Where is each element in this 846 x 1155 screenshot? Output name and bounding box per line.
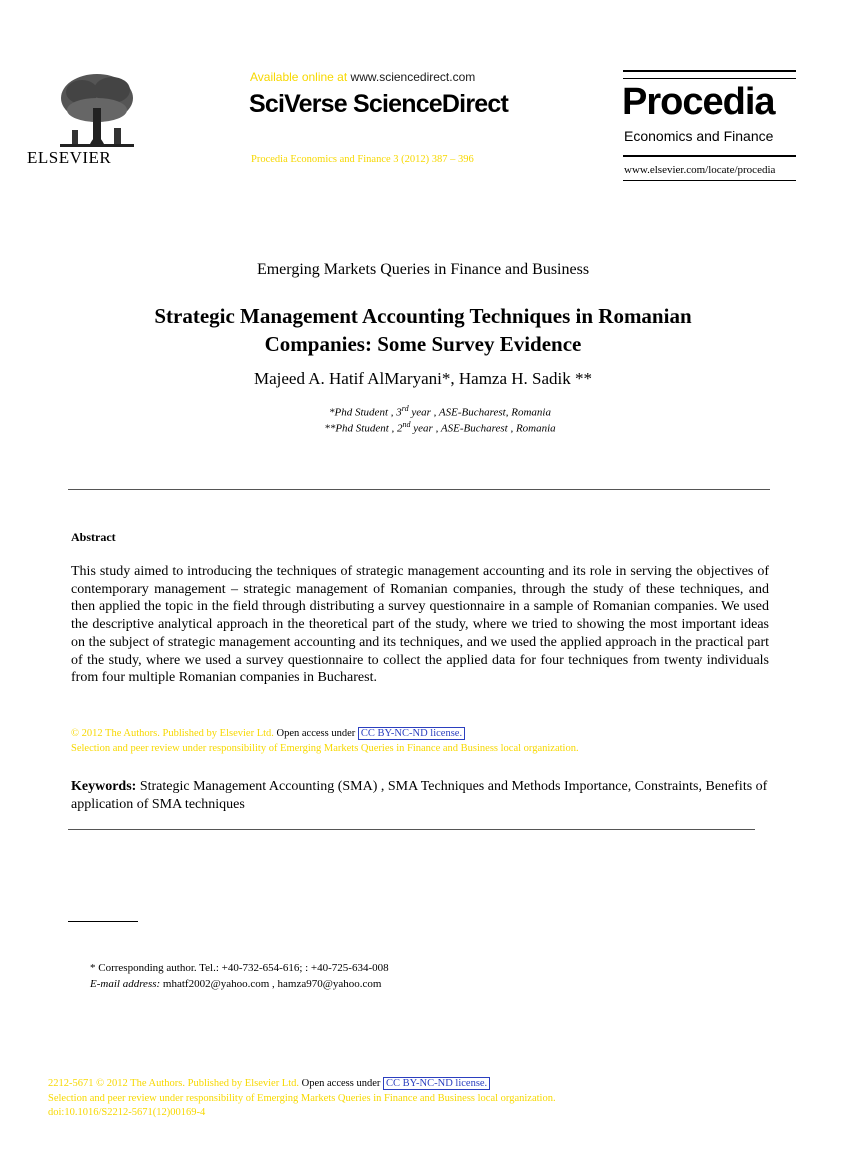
footnote-rule xyxy=(68,921,138,922)
procedia-bottom-rule xyxy=(623,180,796,181)
title-line-1: Strategic Management Accounting Techniques in Romanian xyxy=(154,304,692,328)
procedia-top-rule xyxy=(623,70,796,79)
corresponding-author: * Corresponding author. Tel.: +40-732-654-616; : +40-725-634-008 xyxy=(90,962,389,974)
procedia-subtitle: Economics and Finance xyxy=(624,128,774,144)
availability-line xyxy=(250,70,475,84)
authors: Majeed A. Hatif AlMaryani*, Hamza H. Sadik ** xyxy=(253,369,593,388)
keywords-text: Strategic Management Accounting (SMA) , SMA Techniques and Methods Importance, Constraints, Benefits of application of SMA techniques xyxy=(71,779,768,812)
keywords-label: Keywords: xyxy=(71,779,137,794)
issn-copyright: 2212-5671 © 2012 The Authors. Published by Elsevier Ltd. xyxy=(48,1078,300,1089)
abstract-heading: Abstract xyxy=(71,530,116,544)
affiliation-2: **Phd Student , 2nd year , ASE-Bucharest , Romania xyxy=(324,420,556,435)
peer-review-line: Selection and peer review under responsibility of Emerging Markets Queries in Finance and Business local organization. xyxy=(71,743,579,754)
copyright-line: © 2012 The Authors. Published by Elsevier Ltd. xyxy=(71,728,274,739)
title-line-2: Companies: Some Survey Evidence xyxy=(264,332,582,356)
abstract-text: This study aimed to introducing the techniques of strategic management accounting and its role in serving the objectives of contemporary management – strategic management of Romanian companies, through the study of these techniques, and then applied the topic in the field through distributing a survey questionnaire in a sample of Romanian companies. We used the descriptive analytical approach in the theoretical part of the study, where we tried to showing the most important ideas on the subject of strategic management accounting and its techniques, and we used the applied approach in the practical part of the study, where we used a survey questionnaire to collect the applied data for four techniques from twenty individuals from four multiple Romanian companies in Bucharest. xyxy=(71,564,769,686)
procedia-url[interactable]: www.elsevier.com/locate/procedia xyxy=(624,164,776,176)
doi[interactable]: doi:10.1016/S2212-5671(12)00169-4 xyxy=(48,1107,206,1118)
paper-title xyxy=(90,302,756,358)
procedia-title: Procedia xyxy=(622,81,775,123)
footer: 2212-5671 © 2012 The Authors. Published by Elsevier Ltd. Open access under CC BY-NC-ND license. Selection and peer review under responsibility of Emerging Markets Queries in Finance and Business local organization. doi:10.1016/S2212-5671(12)00169-4 xyxy=(48,1077,556,1121)
availability-prefix: Available online at xyxy=(250,70,351,84)
conference-name: Emerging Markets Queries in Finance and Business xyxy=(256,261,590,278)
sciencedirect-link[interactable]: www.sciencedirect.com xyxy=(350,70,476,84)
journal-reference: Procedia Economics and Finance 3 (2012) 387 – 396 xyxy=(251,154,474,165)
email-line: E-mail address: mhatf2002@yahoo.com , hamza970@yahoo.com xyxy=(90,978,382,990)
keywords xyxy=(71,778,771,814)
procedia-mid-rule xyxy=(623,155,796,157)
license-link[interactable]: CC BY-NC-ND license. xyxy=(358,727,465,740)
divider xyxy=(68,829,755,830)
footer-peer-review: Selection and peer review under responsibility of Emerging Markets Queries in Finance and Business local organization. xyxy=(48,1092,556,1104)
sciverse-logo-text: SciVerse ScienceDirect xyxy=(249,90,508,118)
affiliation-1: *Phd Student , 3rd year , ASE-Bucharest, Romania xyxy=(329,404,551,419)
copyright-notice: © 2012 The Authors. Published by Elsevier Ltd. Open access under CC BY-NC-ND license. Selection and peer review under responsibility of Emerging Markets Queries in Finance and Business local organization. xyxy=(71,728,579,754)
publisher-name: ELSEVIER xyxy=(27,148,112,167)
footer-license-link[interactable]: CC BY-NC-ND license. xyxy=(383,1077,490,1090)
divider xyxy=(68,489,770,490)
